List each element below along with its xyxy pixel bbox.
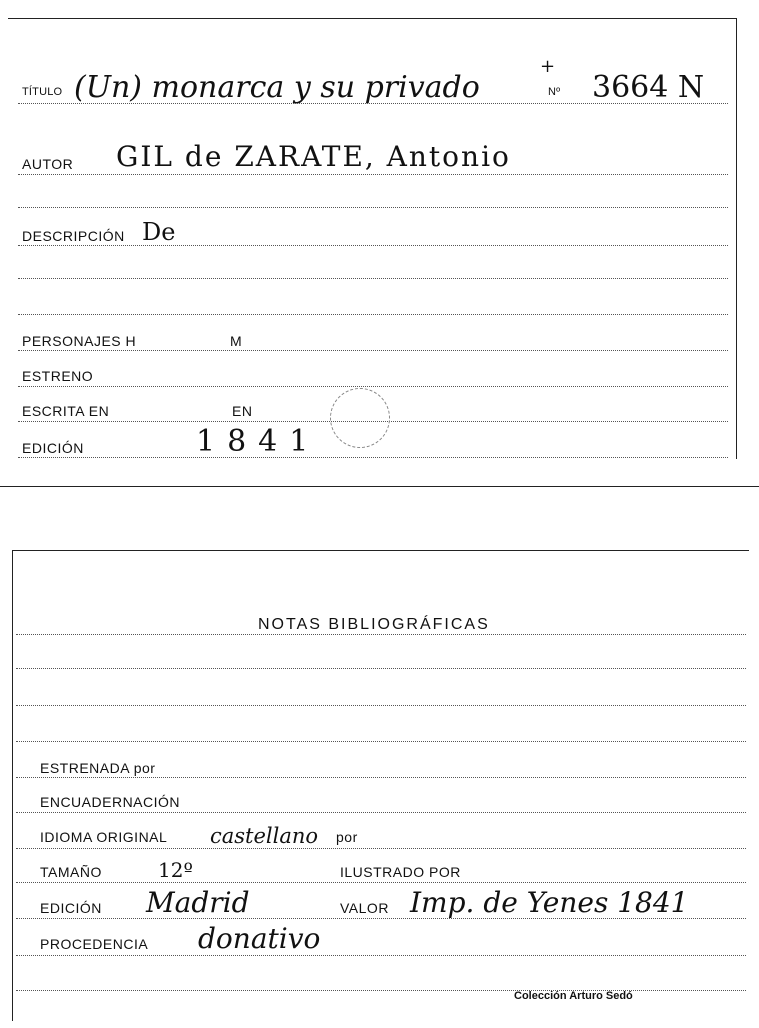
autor-label: AUTOR — [22, 156, 74, 172]
edicion-rule — [18, 457, 728, 458]
descripcion-value: De — [142, 218, 176, 246]
idioma-label: IDIOMA ORIGINAL — [40, 829, 168, 845]
valor-label: VALOR — [340, 900, 389, 916]
estreno-label: ESTRENO — [22, 368, 94, 384]
personajes-m-label: M — [230, 333, 243, 349]
collection-footer: Colección Arturo Sedó — [514, 990, 633, 1002]
descripcion-label: DESCRIPCIÓN — [22, 228, 125, 244]
autor-rule — [18, 174, 728, 175]
encuadernacion-label: ENCUADERNACIÓN — [40, 794, 181, 810]
edicion-value: 1841 — [196, 424, 321, 459]
procedencia-label: PROCEDENCIA — [40, 936, 149, 952]
numero-value: 3664 N — [592, 70, 705, 105]
notas-rule-1 — [16, 634, 746, 635]
numero-label: Nº — [548, 86, 561, 98]
titulo-rule — [18, 103, 728, 104]
tamano-rule — [16, 882, 746, 883]
card-divider — [0, 486, 759, 487]
notas-rule-3 — [16, 705, 746, 706]
estreno-rule — [18, 386, 728, 387]
procedencia-value: donativo — [198, 922, 321, 955]
idioma-por-label: por — [336, 829, 358, 845]
personajes-label: PERSONAJES H — [22, 333, 137, 349]
edicion-bottom-value: Madrid — [146, 886, 250, 919]
en-label: EN — [232, 403, 253, 419]
procedencia-rule — [16, 955, 746, 956]
idioma-value: castellano — [210, 824, 319, 848]
circular-stamp — [330, 388, 390, 448]
numero-mark: + — [540, 56, 556, 77]
titulo-value: (Un) monarca y su privado — [74, 70, 480, 105]
ilustrado-label: ILUSTRADO POR — [340, 864, 461, 880]
notas-rule-4 — [16, 741, 746, 742]
escrita-en-label: ESCRITA EN — [22, 403, 110, 419]
notas-rule-2 — [16, 668, 746, 669]
valor-value: Imp. de Yenes 1841 — [410, 886, 689, 919]
idioma-rule — [16, 848, 746, 849]
autor-value: GIL de ZARATE, Antonio — [116, 140, 511, 173]
estrenada-label: ESTRENADA por — [40, 760, 156, 776]
personajes-rule — [18, 350, 728, 351]
tamano-value: 12º — [158, 858, 193, 882]
titulo-label: TÍTULO — [22, 86, 63, 98]
blank-rule-3 — [18, 314, 728, 315]
notas-heading: NOTAS BIBLIOGRÁFICAS — [258, 616, 490, 633]
edicion-bottom-label: EDICIÓN — [40, 900, 102, 916]
edicion-label: EDICIÓN — [22, 440, 84, 456]
tamano-label: TAMAÑO — [40, 864, 102, 880]
descripcion-rule — [18, 245, 728, 246]
encuadernacion-rule — [16, 812, 746, 813]
blank-rule-1 — [18, 207, 728, 208]
estrenada-rule — [16, 777, 746, 778]
edicion-bottom-rule — [16, 918, 746, 919]
blank-rule-2 — [18, 278, 728, 279]
blank-rule-bottom — [16, 990, 746, 991]
